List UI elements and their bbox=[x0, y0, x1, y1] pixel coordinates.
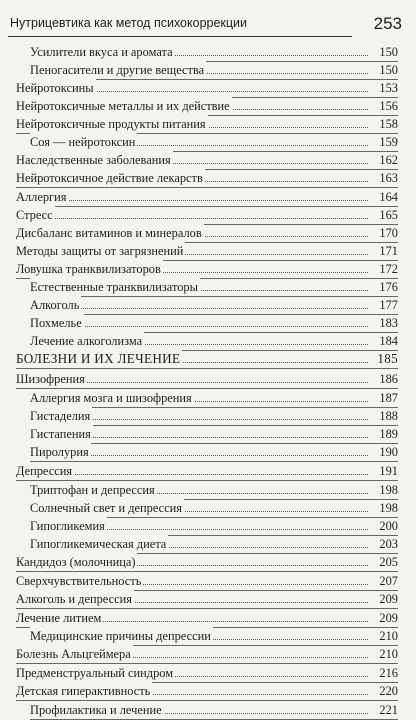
leader-dots bbox=[16, 200, 368, 201]
toc-entry-title: Шизофрения bbox=[16, 372, 85, 386]
toc-entry-title: Пеногасители и другие вещества bbox=[30, 63, 205, 77]
toc-entry-page: 189 bbox=[379, 427, 398, 441]
toc-entry-page: 176 bbox=[379, 280, 398, 294]
toc-entry bbox=[0, 682, 416, 700]
toc-entry bbox=[0, 425, 416, 443]
toc-entry bbox=[0, 314, 416, 332]
toc-entry-title: Ловушка транквилизаторов bbox=[16, 262, 161, 276]
toc-entry-page: 171 bbox=[379, 244, 398, 258]
toc-entry bbox=[0, 370, 416, 388]
toc-entry-page: 186 bbox=[379, 372, 398, 386]
toc-entry bbox=[0, 97, 416, 115]
toc-entry bbox=[0, 407, 416, 425]
toc-entry bbox=[0, 590, 416, 608]
toc-entry-title: Дисбаланс витаминов и минералов bbox=[16, 226, 202, 240]
toc-entry-title: Медицинские причины депрессии bbox=[30, 629, 211, 643]
toc-entry bbox=[0, 332, 416, 350]
row-divider bbox=[16, 368, 398, 369]
toc-entry-title: Предменструальный синдром bbox=[16, 666, 174, 680]
toc-entry bbox=[0, 350, 416, 368]
toc-entry-page: 177 bbox=[379, 298, 398, 312]
toc-entry-page: 200 bbox=[379, 519, 398, 533]
toc-entry bbox=[0, 535, 416, 553]
toc-entry bbox=[0, 462, 416, 480]
toc-entry-page: 156 bbox=[379, 99, 398, 113]
leader-dots bbox=[16, 218, 368, 219]
toc-entry bbox=[0, 278, 416, 296]
toc-entry-title: Гистапения bbox=[30, 427, 91, 441]
toc-entry-title: Депрессия bbox=[16, 464, 73, 478]
toc-entry-title: Гипогликемическая диета bbox=[30, 537, 167, 551]
toc-entry-page: 198 bbox=[379, 483, 398, 497]
toc-entry-page: 205 bbox=[379, 555, 398, 569]
toc-entry-title: Аллергия мозга и шизофрения bbox=[30, 391, 192, 405]
toc-entry-title: Кандидоз (молочница) bbox=[16, 555, 136, 569]
toc-entry bbox=[0, 481, 416, 499]
toc-entry-title: Алкоголь и депрессия bbox=[16, 592, 132, 606]
toc-entry-page: 198 bbox=[379, 501, 398, 515]
toc-entry-title: Нейротоксичные металлы и их действие bbox=[16, 99, 230, 113]
toc-entry-page: 191 bbox=[379, 464, 398, 478]
toc-entry-title: Профилактика и лечение bbox=[30, 703, 162, 717]
toc-entry-title: Соя — нейротоксин bbox=[30, 135, 136, 149]
toc-entry-title: Пиролурия bbox=[30, 445, 89, 459]
toc-entry bbox=[0, 701, 416, 719]
toc-entry bbox=[0, 169, 416, 187]
toc-entry-page: 170 bbox=[379, 226, 398, 240]
toc-entry bbox=[0, 61, 416, 79]
toc-entry-title: Алкоголь bbox=[30, 298, 80, 312]
toc-entry-title: Лечение алкоголизма bbox=[30, 334, 143, 348]
toc-entry-page: 216 bbox=[379, 666, 398, 680]
toc-entry-page: 159 bbox=[379, 135, 398, 149]
page-number: 253 bbox=[373, 14, 402, 33]
toc-entry-page: 163 bbox=[379, 171, 398, 185]
toc-entry bbox=[0, 389, 416, 407]
toc-entry-title: Сверхчувствительность bbox=[16, 574, 142, 588]
toc-entry-page: 165 bbox=[379, 208, 398, 222]
toc-entry bbox=[0, 499, 416, 517]
toc-entry-title: Наследственные заболевания bbox=[16, 153, 171, 167]
toc-entry-page: 207 bbox=[379, 574, 398, 588]
toc-entry-page: 164 bbox=[379, 190, 398, 204]
toc-entry-title: Похмелье bbox=[30, 316, 82, 330]
toc-entry bbox=[0, 79, 416, 97]
toc-entry-page: 185 bbox=[377, 351, 398, 366]
toc-entry-title: Лечение литием bbox=[16, 611, 102, 625]
toc-entry-title: Стресс bbox=[16, 208, 53, 222]
toc-entry-title: Методы защиты от загрязнений bbox=[16, 244, 184, 258]
toc-entry-page: 183 bbox=[379, 316, 398, 330]
toc-entry-title: Гипогликемия bbox=[30, 519, 105, 533]
toc-entry-page: 210 bbox=[379, 629, 398, 643]
toc-entry bbox=[0, 151, 416, 169]
toc-entry-title: БОЛЕЗНИ И ИХ ЛЕЧЕНИЕ bbox=[16, 351, 181, 366]
toc-entry bbox=[0, 206, 416, 224]
toc-entry bbox=[0, 517, 416, 535]
toc-entry bbox=[0, 572, 416, 590]
toc-entry-title: Триптофан и депрессия bbox=[30, 483, 155, 497]
toc-entry bbox=[0, 645, 416, 663]
toc-entry bbox=[0, 43, 416, 61]
toc-entry bbox=[0, 443, 416, 461]
toc-entry bbox=[0, 627, 416, 645]
toc-entry-title: Аллергия bbox=[16, 190, 67, 204]
toc-entry-page: 220 bbox=[379, 684, 398, 698]
toc-entry-page: 150 bbox=[379, 45, 398, 59]
toc-entry-page: 190 bbox=[379, 445, 398, 459]
toc-entry bbox=[0, 188, 416, 206]
toc-entry-page: 150 bbox=[379, 63, 398, 77]
toc-entry-title: Болезнь Альцгеймера bbox=[16, 647, 131, 661]
toc-entry-page: 184 bbox=[379, 334, 398, 348]
toc-entry bbox=[0, 553, 416, 571]
toc-entry bbox=[0, 224, 416, 242]
toc-entry-page: 221 bbox=[379, 703, 398, 717]
toc-entry-page: 203 bbox=[379, 537, 398, 551]
toc-entry-title: Нейротоксичное действие лекарств bbox=[16, 171, 203, 185]
toc-entry-page: 210 bbox=[379, 647, 398, 661]
toc-entry-page: 209 bbox=[379, 611, 398, 625]
running-title: Нутрицевтика как метод психокоррекции bbox=[10, 16, 248, 30]
toc-entry-page: 188 bbox=[379, 409, 398, 423]
toc-entry-title: Солнечный свет и депрессия bbox=[30, 501, 183, 515]
toc-entry bbox=[0, 260, 416, 278]
toc-entry bbox=[0, 664, 416, 682]
toc-entry-title: Нейротоксичные продукты питания bbox=[16, 117, 206, 131]
toc-entry-page: 162 bbox=[379, 153, 398, 167]
toc-entry-page: 172 bbox=[379, 262, 398, 276]
toc-entry-title: Гистаделия bbox=[30, 409, 91, 423]
toc-entry-page: 153 bbox=[379, 81, 398, 95]
toc-entry-title: Естественные транквилизаторы bbox=[30, 280, 198, 294]
toc-entry bbox=[0, 242, 416, 260]
toc-entry-page: 158 bbox=[379, 117, 398, 131]
toc-entry bbox=[0, 609, 416, 627]
toc-entry bbox=[0, 133, 416, 151]
toc-entry bbox=[0, 115, 416, 133]
toc-entry-page: 187 bbox=[379, 391, 398, 405]
toc-entry-title: Нейротоксины bbox=[16, 81, 94, 95]
toc-entry-title: Детская гиперактивность bbox=[16, 684, 151, 698]
toc-entry bbox=[0, 296, 416, 314]
toc-entry-title: Усилители вкуса и аромата bbox=[30, 45, 173, 59]
toc-entry-page: 209 bbox=[379, 592, 398, 606]
